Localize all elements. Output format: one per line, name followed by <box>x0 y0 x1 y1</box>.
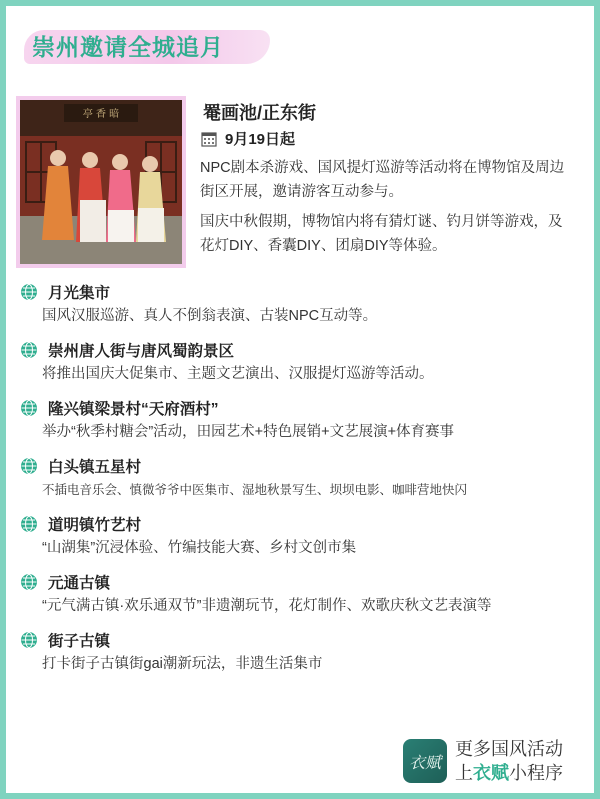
event-date: 9月19日起 <box>225 131 296 148</box>
event-desc: 不插电音乐会、慎微爷爷中医集市、湿地秋景写生、坝坝电影、咖啡营地快闪 <box>42 483 468 497</box>
event-item <box>20 513 580 561</box>
event-title: 街子古镇 <box>48 633 111 650</box>
event-title: 崇州唐人街与唐风蜀韵景区 <box>48 343 235 360</box>
feature-paragraph-1: NPC剧本杀游戏、国风提灯巡游等活动将在博物馆及周边街区开展，邀请游客互动参与。 <box>200 160 565 200</box>
mini-program-promo[interactable] <box>403 737 563 785</box>
event-desc: “山湖集”沉浸体验、竹编技能大赛、乡村文创市集 <box>42 540 357 556</box>
promo-suffix: 小程序 <box>509 763 563 783</box>
venue-title: 罨画池/正东街 <box>203 103 317 123</box>
event-photo <box>16 96 186 268</box>
promo-line-2 <box>455 761 563 785</box>
globe-icon <box>20 631 38 649</box>
event-title: 元通古镇 <box>48 575 111 592</box>
event-title: 道明镇竹艺村 <box>48 517 142 534</box>
event-item <box>20 571 580 619</box>
promo-text <box>455 737 563 785</box>
photo-sign-text: 亭 香 暗 <box>82 109 120 120</box>
globe-icon <box>20 573 38 591</box>
event-title: 月光集市 <box>48 285 111 302</box>
globe-icon <box>20 399 38 417</box>
app-logo[interactable]: 衣赋 <box>403 739 447 783</box>
globe-icon <box>20 457 38 475</box>
event-item <box>20 281 580 329</box>
event-title: 隆兴镇梁景村“天府酒村” <box>48 401 219 418</box>
calendar-icon <box>201 131 217 147</box>
event-item <box>20 455 580 503</box>
promo-prefix: 上 <box>455 763 473 783</box>
header <box>14 28 224 66</box>
globe-icon <box>20 283 38 301</box>
page-title: 崇州邀请全城追月 <box>32 34 224 60</box>
event-title: 白头镇五星村 <box>48 459 142 476</box>
event-item <box>20 397 580 445</box>
promo-brand: 衣赋 <box>473 763 509 783</box>
date-row <box>201 128 295 149</box>
promo-line-1: 更多国风活动 <box>455 739 563 759</box>
feature-description <box>200 156 575 264</box>
globe-icon <box>20 515 38 533</box>
event-item <box>20 629 580 677</box>
event-desc: 打卡街子古镇街gai潮新玩法，非遗生活集市 <box>42 656 323 672</box>
event-desc: 国风汉服巡游、真人不倒翁表演、古装NPC互动等。 <box>42 308 378 324</box>
globe-icon <box>20 341 38 359</box>
event-desc: 举办“秋季村糖会”活动，田园艺术+特色展销+文艺展演+体育赛事 <box>42 424 455 440</box>
event-list <box>20 281 580 687</box>
event-item <box>20 339 580 387</box>
event-desc: “元气满古镇·欢乐通双节”非遗潮玩节，花灯制作、欢歌庆秋文艺表演等 <box>42 598 492 614</box>
event-desc: 将推出国庆大促集市、主题文艺演出、汉服提灯巡游等活动。 <box>42 366 434 382</box>
feature-paragraph-2: 国庆中秋假期，博物馆内将有猜灯谜、钓月饼等游戏，及花灯DIY、香囊DIY、团扇DIY等体验。 <box>200 214 563 254</box>
